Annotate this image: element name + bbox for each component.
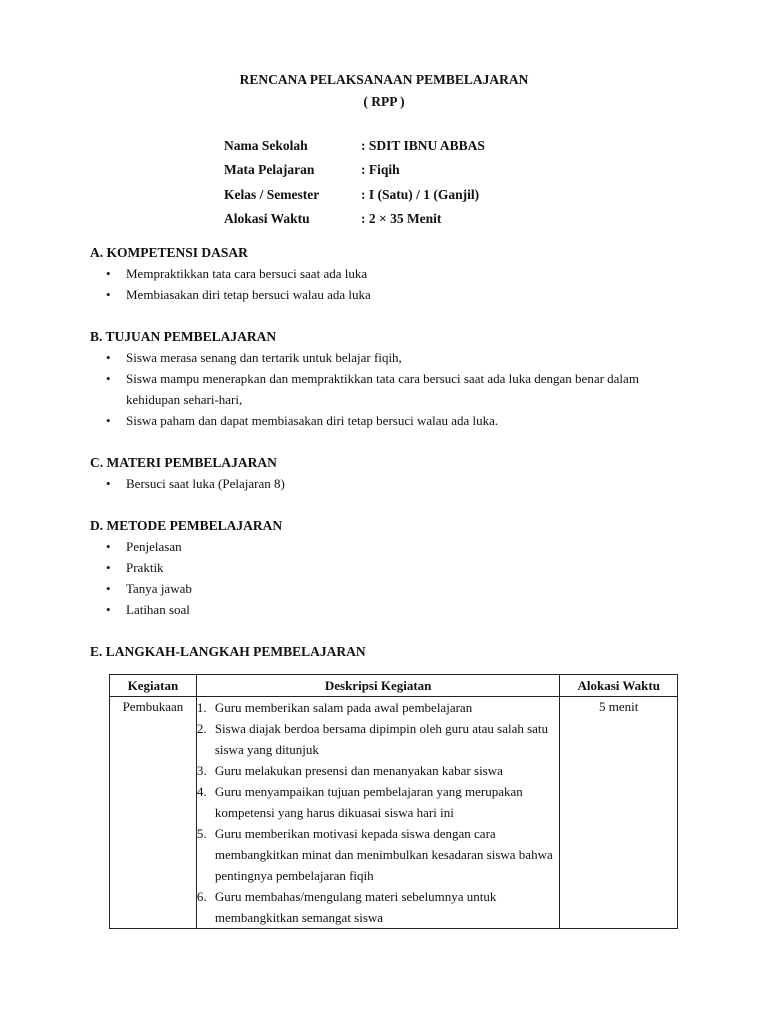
section-heading: D. METODE PEMBELAJARAN <box>90 518 283 533</box>
list-item: • Penjelasan <box>90 536 690 557</box>
identity-block <box>224 134 485 231</box>
list-item: • Siswa merasa senang dan tertarik untuk belajar fiqih, <box>90 347 650 368</box>
bullet-list <box>90 263 690 305</box>
list-item <box>197 823 560 886</box>
step-number: 5. <box>196 826 207 841</box>
list-item: • Siswa mampu menerapkan dan mempraktikkan tata cara bersuci saat ada luka dengan benar dalam kehidupan sehari-hari, <box>90 368 650 410</box>
document-title: RENCANA PELAKSANAAN PEMBELAJARAN <box>239 72 529 87</box>
list-item <box>197 781 560 823</box>
step-number: 2. <box>196 721 207 736</box>
section-heading: C. MATERI PEMBELAJARAN <box>90 455 277 470</box>
section-heading: B. TUJUAN PEMBELAJARAN <box>90 329 277 344</box>
list-item <box>197 886 560 928</box>
list-item: • Tanya jawab <box>90 578 690 599</box>
section-metode-pembelajaran <box>90 516 690 620</box>
cell-kegiatan: Pembukaan <box>110 697 197 929</box>
section-heading: E. LANGKAH-LANGKAH PEMBELAJARAN <box>90 644 366 659</box>
info-label: Nama Sekolah <box>224 138 308 154</box>
list-item: • Praktik <box>90 557 690 578</box>
steps-list <box>197 697 560 928</box>
info-value: : 2 × 35 Menit <box>361 211 442 227</box>
steps-table <box>109 674 678 929</box>
list-item <box>197 697 560 718</box>
section-langkah-pembelajaran <box>90 642 690 662</box>
document-subtitle: ( RPP ) <box>363 94 405 109</box>
list-item: • Membiasakan diri tetap bersuci walau ada luka <box>90 284 690 305</box>
column-header-deskripsi: Deskripsi Kegiatan <box>196 675 560 697</box>
list-item: • Bersuci saat luka (Pelajaran 8) <box>90 473 690 494</box>
list-item: • Mempraktikkan tata cara bersuci saat ada luka <box>90 263 690 284</box>
step-text: Guru membahas/mengulang materi sebelumnya untuk membangkitkan semangat siswa <box>214 889 497 925</box>
list-item: • Latihan soal <box>90 599 690 620</box>
step-number: 4. <box>196 784 207 799</box>
step-text: Guru memberikan motivasi kepada siswa dengan cara membangkitkan minat dan menimbulkan kesadaran siswa bahwa pentingnya pembelajaran fiqih <box>214 826 553 883</box>
list-item: • Siswa paham dan dapat membiasakan diri tetap bersuci walau ada luka. <box>90 410 650 431</box>
info-label: Kelas / Semester <box>224 186 320 202</box>
section-materi-pembelajaran <box>90 453 690 494</box>
info-row-class <box>224 183 485 207</box>
column-header-alokasi: Alokasi Waktu <box>560 675 678 697</box>
step-number: 1. <box>196 700 207 715</box>
bullet-list <box>90 473 690 494</box>
step-text: Guru menyampaikan tujuan pembelajaran yang merupakan kompetensi yang harus dikuasai siswa hari ini <box>214 784 523 820</box>
table-row <box>110 697 678 929</box>
step-text: Guru melakukan presensi dan menanyakan kabar siswa <box>214 763 503 778</box>
step-number: 3. <box>196 763 207 778</box>
bullet-list <box>90 536 690 620</box>
section-heading: A. KOMPETENSI DASAR <box>90 245 248 260</box>
cell-deskripsi <box>196 697 560 929</box>
step-text: Guru memberikan salam pada awal pembelajaran <box>214 700 473 715</box>
list-item <box>197 760 560 781</box>
table-header-row <box>110 675 678 697</box>
step-number: 6. <box>196 889 207 904</box>
section-kompetensi-dasar <box>90 243 690 305</box>
info-value: : SDIT IBNU ABBAS <box>361 138 485 154</box>
info-label: Mata Pelajaran <box>224 162 315 178</box>
info-row-subject <box>224 158 485 182</box>
section-tujuan-pembelajaran <box>90 327 690 431</box>
cell-alokasi-waktu: 5 menit <box>560 697 678 929</box>
info-row-school <box>224 134 485 158</box>
bullet-list <box>90 347 650 431</box>
step-text: Siswa diajak berdoa bersama dipimpin oleh guru atau salah satu siswa yang ditunjuk <box>214 721 549 757</box>
info-value: : Fiqih <box>361 162 400 178</box>
info-label: Alokasi Waktu <box>224 211 310 227</box>
info-row-time <box>224 207 485 231</box>
list-item <box>197 718 560 760</box>
column-header-kegiatan: Kegiatan <box>110 675 197 697</box>
info-value: : I (Satu) / 1 (Ganjil) <box>361 186 480 202</box>
